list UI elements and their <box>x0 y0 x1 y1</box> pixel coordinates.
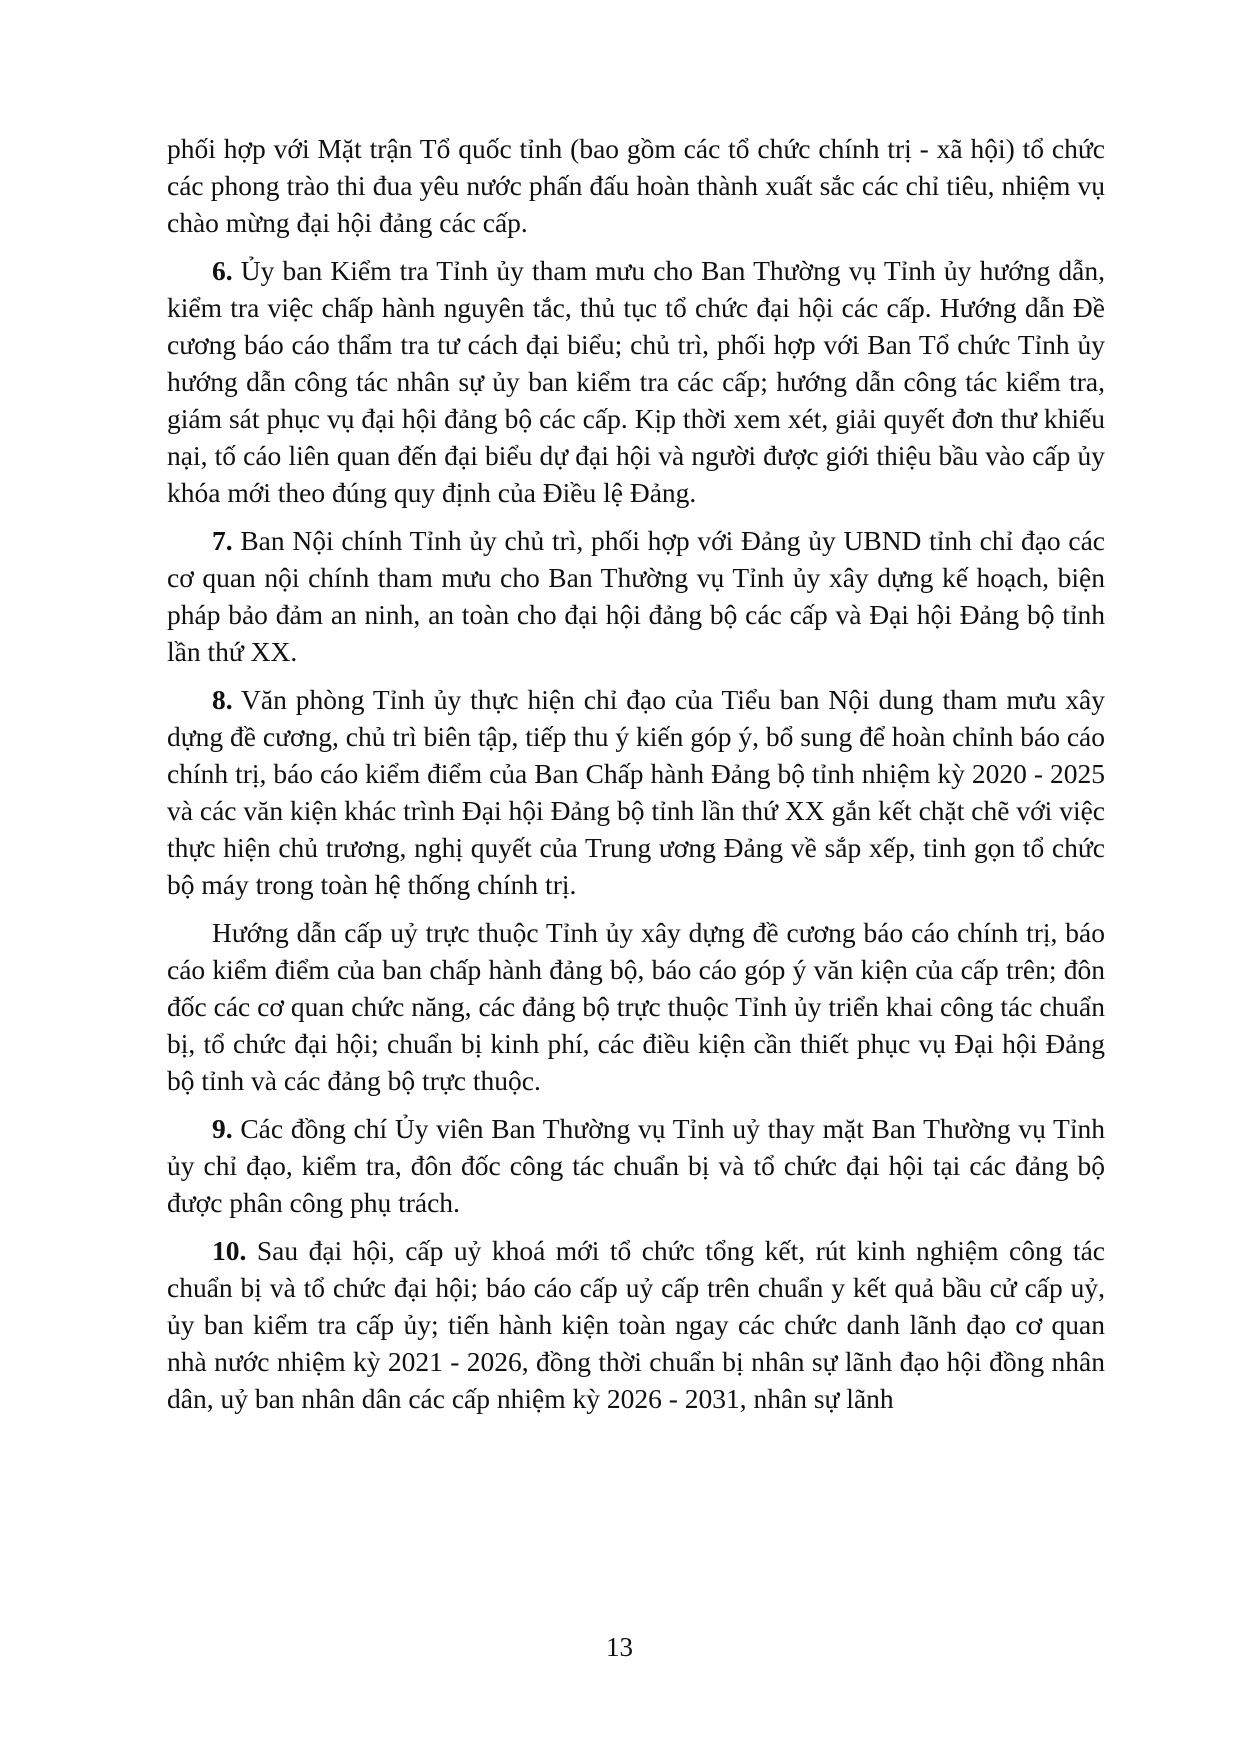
paragraph-item-10 <box>167 1232 1105 1417</box>
item-number: 9. <box>212 1113 233 1144</box>
item-number: 10. <box>212 1235 247 1266</box>
paragraph-text: Sau đại hội, cấp uỷ khoá mới tổ chức tổng kết, rút kinh nghiệm công tác chuẩn bị và tổ chức đại hội; báo cáo cấp uỷ cấp trên chuẩn y kết quả bầu cử cấp uỷ, ủy ban kiểm tra cấp ủy; tiến hành kiện toàn ngay các chức danh lãnh đạo cơ quan nhà nước nhiệm kỳ 2021 - 2026, đồng thời chuẩn bị nhân sự lãnh đạo hội đồng nhân dân, uỷ ban nhân dân các cấp nhiệm kỳ 2026 - 2031, nhân sự lãnh <box>167 1235 1105 1414</box>
paragraph-text: Ủy ban Kiểm tra Tỉnh ủy tham mưu cho Ban Thường vụ Tỉnh ủy hướng dẫn, kiểm tra việc chấp hành nguyên tắc, thủ tục tổ chức đại hội các cấp. Hướng dẫn Đề cương báo cáo thẩm tra tư cách đại biểu; chủ trì, phối hợp với Ban Tổ chức Tỉnh ủy hướng dẫn công tác nhân sự ủy ban kiểm tra các cấp; hướng dẫn công tác kiểm tra, giám sát phục vụ đại hội đảng bộ các cấp. Kịp thời xem xét, giải quyết đơn thư khiếu nại, tố cáo liên quan đến đại biểu dự đại hội và người được giới thiệu bầu vào cấp ủy khóa mới theo đúng quy định của Điều lệ Đảng. <box>167 255 1105 508</box>
item-number: 8. <box>212 684 233 715</box>
item-number: 7. <box>212 525 233 556</box>
paragraph-item-7 <box>167 522 1105 670</box>
item-number: 6. <box>212 255 233 286</box>
paragraph-item-9 <box>167 1110 1105 1221</box>
paragraph-item-6 <box>167 252 1105 511</box>
paragraph-text: Hướng dẫn cấp uỷ trực thuộc Tỉnh ủy xây dựng đề cương báo cáo chính trị, báo cáo kiểm điểm của ban chấp hành đảng bộ, báo cáo góp ý văn kiện của cấp trên; đôn đốc các cơ quan chức năng, các đảng bộ trực thuộc Tỉnh ủy triển khai công tác chuẩn bị, tổ chức đại hội; chuẩn bị kinh phí, các điều kiện cần thiết phục vụ Đại hội Đảng bộ tỉnh và các đảng bộ trực thuộc. <box>167 917 1105 1096</box>
paragraph-text: Các đồng chí Ủy viên Ban Thường vụ Tỉnh uỷ thay mặt Ban Thường vụ Tỉnh ủy chỉ đạo, kiểm tra, đôn đốc công tác chuẩn bị và tổ chức đại hội tại các đảng bộ được phân công phụ trách. <box>167 1113 1105 1218</box>
document-body <box>167 130 1105 1428</box>
paragraph-continuation <box>167 130 1105 241</box>
paragraph-text: Văn phòng Tỉnh ủy thực hiện chỉ đạo của Tiểu ban Nội dung tham mưu xây dựng đề cương, chủ trì biên tập, tiếp thu ý kiến góp ý, bổ sung để hoàn chỉnh báo cáo chính trị, báo cáo kiểm điểm của Ban Chấp hành Đảng bộ tỉnh nhiệm kỳ 2020 - 2025 và các văn kiện khác trình Đại hội Đảng bộ tỉnh lần thứ XX gắn kết chặt chẽ với việc thực hiện chủ trương, nghị quyết của Trung ương Đảng về sắp xếp, tinh gọn tổ chức bộ máy trong toàn hệ thống chính trị. <box>167 684 1105 900</box>
page-number: 13 <box>606 1632 633 1662</box>
paragraph-text: phối hợp với Mặt trận Tổ quốc tỉnh (bao gồm các tổ chức chính trị - xã hội) tổ chức các phong trào thi đua yêu nước phấn đấu hoàn thành xuất sắc các chỉ tiêu, nhiệm vụ chào mừng đại hội đảng các cấp. <box>167 133 1105 238</box>
paragraph-text: Ban Nội chính Tỉnh ủy chủ trì, phối hợp với Đảng ủy UBND tỉnh chỉ đạo các cơ quan nội chính tham mưu cho Ban Thường vụ Tỉnh ủy xây dựng kế hoạch, biện pháp bảo đảm an ninh, an toàn cho đại hội đảng bộ các cấp và Đại hội Đảng bộ tỉnh lần thứ XX. <box>167 525 1105 667</box>
paragraph-item-8-guidance <box>167 914 1105 1099</box>
paragraph-item-8 <box>167 681 1105 903</box>
